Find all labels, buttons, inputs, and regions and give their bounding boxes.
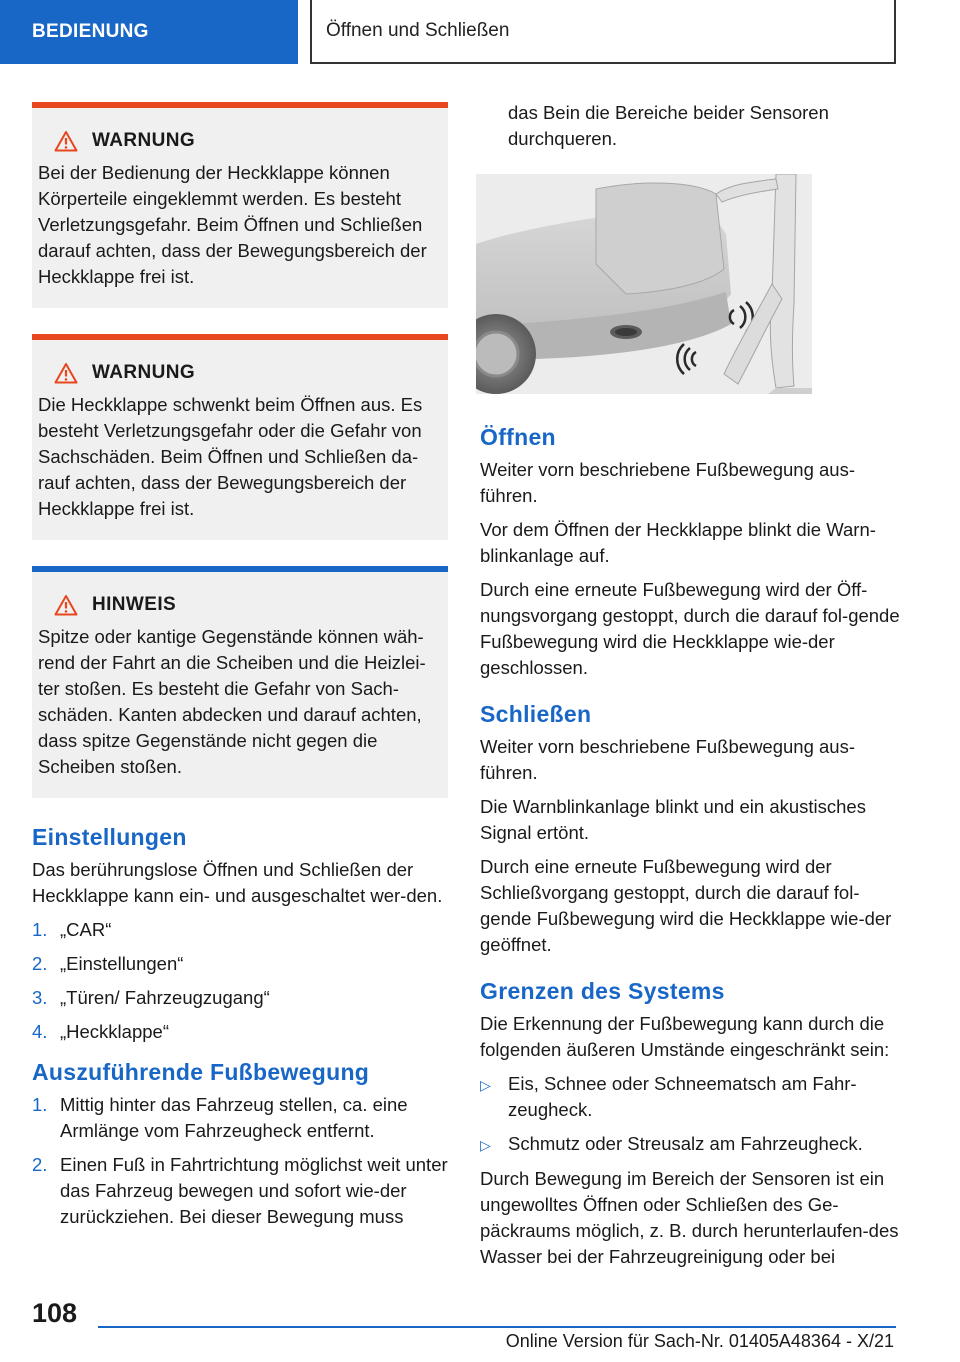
chapter-label: BEDIENUNG <box>32 21 149 42</box>
notice-header <box>38 130 438 152</box>
warning-box-1 <box>32 102 448 308</box>
paragraph: Weiter vorn beschriebene Fußbewegung aus-führen. <box>480 736 856 783</box>
left-column <box>32 102 448 1244</box>
section-heading-einstellungen: Einstellungen <box>32 824 187 850</box>
page-title <box>312 0 896 64</box>
notice-text: Bei der Bedienung der Heckklappe können Körperteile eingeklemmt werden. Es besteht Verletzungsgefahr. Beim Öffnen und Schließen darauf achten, dass der Bewegungsbereich der Heckklappe frei ist. <box>38 162 427 287</box>
section-heading-oeffnen: Öffnen <box>480 424 556 450</box>
step-item <box>32 1152 448 1230</box>
section-heading-grenzen: Grenzen des Systems <box>480 978 725 1004</box>
warning-box-2 <box>32 334 448 540</box>
chapter-tab <box>0 0 298 64</box>
page-title-text: Öffnen und Schließen <box>326 20 510 41</box>
list-item <box>480 1131 900 1158</box>
paragraph: Die Warnblinkanlage blinkt und ein akustisches Signal ertönt. <box>480 796 866 843</box>
step-item <box>32 1092 448 1144</box>
paragraph: Durch Bewegung im Bereich der Sensoren ist ein ungewolltes Öffnen oder Schließen des Ge-päckraums möglich, z. B. durch herunterlaufen-des Wasser bei der Fahrzeugreinigung oder bei <box>480 1168 899 1267</box>
list-item-text: Schmutz oder Streusalz am Fahrzeugheck. <box>508 1133 863 1154</box>
paragraph: Vor dem Öffnen der Heckklappe blinkt die Warn-blinkanlage auf. <box>480 519 876 566</box>
notice-title: WARNUNG <box>92 362 196 383</box>
page-number: 108 <box>32 1298 78 1328</box>
foot-movement-steps <box>32 1092 448 1230</box>
paragraph: Das berührungslose Öffnen und Schließen der Heckklappe kann ein- und ausgeschaltet wer-den. <box>32 859 443 906</box>
triangle-bullet-icon: ▷ <box>480 1137 491 1153</box>
warning-triangle-icon <box>54 130 78 152</box>
notice-header <box>38 362 438 384</box>
step-continuation: das Bein die Bereiche beider Sensoren durchqueren. <box>508 102 829 149</box>
step-number: 4. <box>32 1021 48 1042</box>
step-item <box>32 951 448 977</box>
footer-rule <box>98 1326 896 1328</box>
paragraph: Die Erkennung der Fußbewegung kann durch die folgenden äußeren Umstände eingeschränkt sein: <box>480 1013 890 1060</box>
right-column <box>480 100 900 1278</box>
section-heading-fussbewegung: Auszuführende Fußbewegung <box>32 1059 370 1085</box>
step-number: 1. <box>32 1094 48 1115</box>
notice-text: Die Heckklappe schwenkt beim Öffnen aus. Es besteht Verletzungsgefahr oder die Gefahr von Sachschäden. Beim Öffnen und Schließen da-rauf achten, dass der Bewegungsbereich der Heckklappe frei ist. <box>38 394 423 519</box>
notice-header <box>38 594 438 616</box>
step-item <box>32 917 448 943</box>
step-text: „Heckklappe“ <box>60 1021 169 1042</box>
section-heading-schliessen: Schließen <box>480 701 592 727</box>
hint-box <box>32 566 448 798</box>
step-number: 2. <box>32 1154 48 1175</box>
settings-steps <box>32 917 448 1045</box>
paragraph: Weiter vorn beschriebene Fußbewegung aus-führen. <box>480 459 856 506</box>
tailgate-foot-sensor-illustration <box>476 174 812 394</box>
step-text: „CAR“ <box>60 919 112 940</box>
step-text: „Türen/ Fahrzeugzugang“ <box>60 987 270 1008</box>
step-item <box>32 985 448 1011</box>
notice-text: Spitze oder kantige Gegenstände können wäh-rend der Fahrt an die Scheiben und die Heizlei-ter stoßen. Es besteht die Gefahr von Sach-schäden. Kanten abdecken und darauf achten, dass spitze Gegenstände nicht gegen die Scheiben stoßen. <box>38 626 426 777</box>
footer-version-text: Online Version für Sach-Nr. 01405A48364 - X/21 <box>505 1331 894 1351</box>
step-item <box>32 1019 448 1045</box>
paragraph: Durch eine erneute Fußbewegung wird der Schließvorgang gestoppt, durch die darauf fol-gende Fußbewegung wird die Heckklappe wie-der geöffnet. <box>480 856 892 955</box>
step-number: 2. <box>32 953 48 974</box>
paragraph: Durch eine erneute Fußbewegung wird der Öff-nungsvorgang gestoppt, durch die darauf fol-gende Fußbewegung wird die Heckklappe wie-der geschlossen. <box>480 579 900 678</box>
notice-title: HINWEIS <box>92 594 177 615</box>
step-text: Mittig hinter das Fahrzeug stellen, ca. eine Armlänge vom Fahrzeugheck entfernt. <box>60 1094 408 1141</box>
notice-title: WARNUNG <box>92 130 196 151</box>
warning-triangle-icon <box>54 594 78 616</box>
triangle-bullet-icon: ▷ <box>480 1077 491 1093</box>
step-text: „Einstellungen“ <box>60 953 184 974</box>
limitations-list <box>480 1071 900 1158</box>
step-number: 3. <box>32 987 48 1008</box>
warning-triangle-icon <box>54 362 78 384</box>
step-text: Einen Fuß in Fahrtrichtung möglichst weit unter das Fahrzeug bewegen und sofort wie-der zurückziehen. Bei dieser Bewegung muss <box>60 1154 448 1227</box>
list-item <box>480 1071 900 1123</box>
step-number: 1. <box>32 919 48 940</box>
list-item-text: Eis, Schnee oder Schneematsch am Fahr-zeugheck. <box>508 1073 857 1120</box>
